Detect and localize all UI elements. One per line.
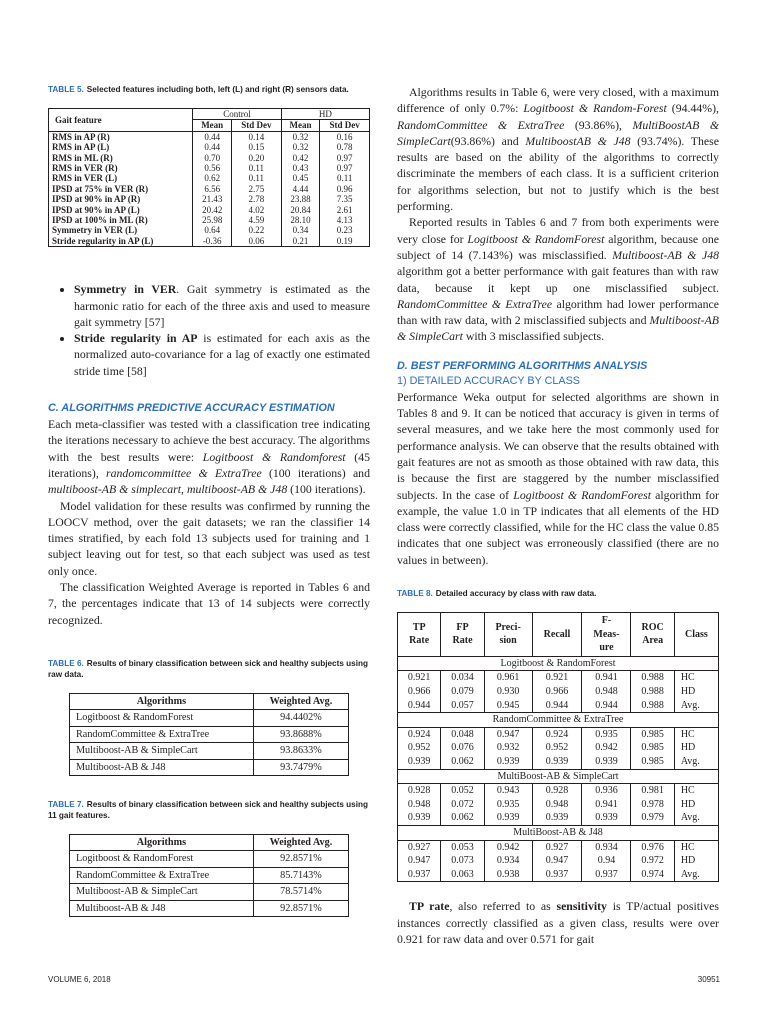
t5-value-cell: 0.22 — [232, 225, 282, 235]
table-row — [49, 215, 370, 225]
text-run: with 3 misclassified subjects. — [462, 329, 605, 344]
t8-value-cell: 0.961 — [484, 671, 532, 685]
t5-feature-cell: RMS in VER (R) — [52, 163, 118, 174]
t5-value-cell: 4.13 — [320, 215, 370, 225]
table-row — [49, 225, 370, 235]
table-row — [70, 900, 349, 916]
weighted-avg-cell: 93.7479% — [253, 759, 348, 775]
t5-subheader: Mean — [193, 120, 232, 131]
text-run: Each meta-classifier was tested with a classification tree indicating the iterations necessary to achieve the best accuracy. The algorithms with the best results were: — [48, 417, 370, 464]
t8-value-cell: 0.062 — [441, 811, 484, 825]
text-run: Algorithms results in Table 6, were very closed, with a maximum difference of only 0.7%: — [397, 85, 719, 116]
t5-header-hd: HD — [281, 109, 369, 120]
t5-value-cell: 0.11 — [232, 173, 282, 183]
text-run: is TP/actual positives instances correctly classified as a given class, results were over 0.921 for raw data and over 0.571 for gait — [397, 899, 719, 946]
t5-value-cell: 25.98 — [193, 215, 232, 225]
algorithm-cell: RandomCommittee & ExtraTree — [70, 867, 254, 883]
t8-value-cell: 0.979 — [631, 811, 674, 825]
table5 — [48, 108, 370, 247]
t8-value-cell: 0.952 — [532, 741, 582, 755]
section-c-p3: The classification Weighted Average is reported in Tables 6 and 7, the percentages indicate that 13 of 14 subjects were correctly recognized. — [48, 580, 370, 627]
table-row — [49, 163, 370, 173]
text-run: MultiboostAB & J48 — [525, 133, 631, 148]
text-run: (45 iterations), — [48, 449, 370, 480]
weighted-avg-cell: 92.8571% — [253, 851, 348, 867]
t8-header: F- Meas- ure — [582, 613, 631, 657]
table-row — [398, 784, 719, 798]
table5-caption — [48, 84, 370, 95]
t8-class-cell: HC — [674, 671, 718, 685]
t8-value-cell: 0.939 — [582, 811, 631, 825]
table-row — [398, 671, 719, 685]
t5-value-cell: 0.34 — [281, 225, 320, 235]
t8-value-cell: 0.921 — [407, 672, 431, 684]
t5-value-cell: 0.44 — [193, 131, 232, 142]
t8-value-cell: 0.936 — [582, 784, 631, 798]
t8-value-cell: 0.985 — [631, 727, 674, 741]
t8-value-cell: 0.947 — [484, 727, 532, 741]
t8-class-cell: HD — [674, 741, 718, 755]
text-run: algorithm got a better performance with gait features than with raw data, because it kept up one misclassified subject. — [397, 264, 719, 295]
t5-value-cell: 28.10 — [281, 215, 320, 225]
table6-caption — [48, 658, 370, 680]
section-c-p1 — [48, 416, 370, 497]
weighted-avg-cell: 85.7143% — [253, 867, 348, 883]
t5-value-cell: 0.43 — [281, 163, 320, 173]
table-row — [70, 851, 349, 867]
t8-value-cell: 0.966 — [407, 685, 431, 697]
t8-class-cell: Avg. — [674, 811, 718, 825]
table-row — [70, 759, 349, 775]
t8-value-cell: 0.079 — [441, 685, 484, 699]
t8-value-cell: 0.053 — [441, 840, 484, 854]
t5-value-cell: 0.32 — [281, 142, 320, 152]
t8-group-name: MultiBoost-AB & SimpleCart — [398, 769, 719, 784]
weighted-avg-cell: 92.8571% — [253, 900, 348, 916]
t5-value-cell: 6.56 — [193, 184, 232, 194]
t8-value-cell: 0.934 — [582, 840, 631, 854]
t5-value-cell: 0.97 — [320, 153, 370, 163]
table-row — [70, 726, 349, 742]
t8-value-cell: 0.939 — [484, 755, 532, 769]
text-run: algorithm had lower performance than with raw data, with 2 misclassified subjects and — [397, 296, 719, 328]
group-row — [398, 656, 719, 671]
t8-value-cell: 0.972 — [631, 854, 674, 868]
t5-subheader: Std Dev — [232, 120, 282, 131]
text-run: , also referred to as — [449, 899, 557, 914]
t5-value-cell: 0.15 — [232, 142, 282, 152]
right-p1 — [397, 84, 719, 214]
section-c-heading: C. ALGORITHMS PREDICTIVE ACCURACY ESTIMATION — [48, 402, 335, 415]
text-run: Logitboost & RandomForest — [467, 231, 605, 246]
t5-value-cell: 0.45 — [281, 173, 320, 183]
t8-value-cell: 0.944 — [532, 699, 582, 713]
right-p3 — [397, 389, 719, 568]
text-run: Logitboost & RandomForest — [513, 487, 651, 502]
t8-value-cell: 0.062 — [441, 755, 484, 769]
t8-value-cell: 0.076 — [441, 741, 484, 755]
t8-value-cell: 0.034 — [441, 671, 484, 685]
t5-value-cell: 2.75 — [232, 184, 282, 194]
text-run: Logitboost & Random-Forest — [523, 101, 667, 116]
text-run: (93.86%) and — [450, 133, 526, 148]
group-row — [398, 769, 719, 784]
t8-value-cell: 0.924 — [407, 728, 431, 740]
t8-value-cell: 0.939 — [532, 755, 582, 769]
table-row — [398, 685, 719, 699]
t8-class-cell: HD — [674, 854, 718, 868]
algorithm-cell: Multiboost-AB & SimpleCart — [70, 743, 254, 759]
t5-value-cell: 0.96 — [320, 184, 370, 194]
t8-header: FP Rate — [441, 613, 484, 657]
t5-value-cell: 0.20 — [232, 153, 282, 163]
table7-caption-text: Results of binary classification between sick and healthy subjects using 11 gait features. — [48, 799, 368, 820]
algorithm-cell: Logitboost & RandomForest — [70, 710, 254, 726]
t5-value-cell: 2.61 — [320, 205, 370, 215]
t5-value-cell: -0.36 — [193, 236, 232, 247]
t5-subheader: Std Dev — [320, 120, 370, 131]
text-run: algorithm for example, the value 1.0 in TP indicates that all elements of the HD class were correctly classified, while for the HC class the value 0.85 indicates that one subject was erroneously classified (there are no values in between). — [397, 487, 720, 567]
bullet-term: Symmetry in VER — [74, 282, 177, 297]
t8-value-cell: 0.932 — [484, 741, 532, 755]
t5-value-cell: 0.11 — [320, 173, 370, 183]
t8-value-cell: 0.948 — [582, 685, 631, 699]
t8-class-cell: HD — [674, 685, 718, 699]
t8-class-cell: Avg. — [674, 755, 718, 769]
text-run: (93.86%), — [564, 117, 633, 132]
t8-class-cell: HC — [674, 784, 718, 798]
algorithm-cell: Logitboost & RandomForest — [70, 851, 254, 867]
table5-caption-text: Selected features including both, left (L) and right (R) sensors data. — [86, 85, 349, 94]
t5-value-cell: 4.44 — [281, 184, 320, 194]
t5-feature-cell: RMS in AP (R) — [52, 131, 110, 142]
t8-value-cell: 0.988 — [631, 685, 674, 699]
t8-value-cell: 0.072 — [441, 798, 484, 812]
t8-value-cell: 0.988 — [631, 699, 674, 713]
t8-value-cell: 0.937 — [407, 868, 431, 880]
t5-value-cell: 21.43 — [193, 194, 232, 204]
table8-caption-text: Detailed accuracy by class with raw data. — [435, 589, 597, 599]
t5-feature-cell: RMS in VER (L) — [52, 173, 118, 184]
weighted-avg-cell: 78.5714% — [253, 884, 348, 900]
text-run: (94.44%), — [666, 101, 719, 116]
t8-value-cell: 0.948 — [532, 798, 582, 812]
text-run: sensitivity — [556, 899, 607, 914]
section-d-heading: D. BEST PERFORMING ALGORITHMS ANALYSIS — [397, 359, 648, 372]
t5-value-cell: 2.78 — [232, 194, 282, 204]
table-row — [70, 884, 349, 900]
table-row — [398, 811, 719, 825]
table-row — [49, 194, 370, 204]
algorithm-cell: Multiboost-AB & J48 — [70, 900, 254, 916]
t5-feature-cell: Symmetry in VER (L) — [52, 225, 138, 236]
t5-value-cell: 4.02 — [232, 205, 282, 215]
t8-header: ROC Area — [631, 613, 674, 657]
t8-value-cell: 0.966 — [532, 685, 582, 699]
table6-label: TABLE 6. — [48, 658, 84, 668]
algorithm-cell: Multiboost-AB & SimpleCart — [70, 884, 254, 900]
t8-value-cell: 0.928 — [407, 785, 431, 797]
table-row — [49, 131, 370, 142]
t5-value-cell: 0.64 — [193, 225, 232, 235]
list-item — [74, 281, 370, 330]
t8-class-cell: HD — [674, 798, 718, 812]
group-row — [398, 825, 719, 840]
weighted-avg-cell: 93.8633% — [253, 743, 348, 759]
t8-value-cell: 0.988 — [631, 671, 674, 685]
text-run: RandomCommittee & ExtraTree — [397, 296, 553, 311]
t8-value-cell: 0.947 — [407, 855, 431, 867]
t8-value-cell: 0.935 — [484, 798, 532, 812]
t5-value-cell: 0.16 — [320, 131, 370, 142]
t8-value-cell: 0.939 — [407, 755, 431, 767]
t8-value-cell: 0.934 — [484, 854, 532, 868]
text-run: Multiboost-AB & J48 — [612, 247, 719, 262]
bullet-text: is estimated for each axis as the normalized auto-covariance for a lag of exactly one estimated stride time [58] — [74, 331, 371, 378]
t5-value-cell: 0.62 — [193, 173, 232, 183]
algorithm-cell: Multiboost-AB & J48 — [70, 759, 254, 775]
t5-value-cell: 0.23 — [320, 225, 370, 235]
t5-value-cell: 0.44 — [193, 142, 232, 152]
right-p2 — [397, 214, 719, 344]
t7-header-weighted: Weighted Avg. — [253, 834, 348, 850]
t5-value-cell: 4.59 — [232, 215, 282, 225]
text-run: (100 iterations) and — [261, 465, 370, 480]
text-run: (100 iterations). — [287, 482, 366, 497]
table-row — [398, 798, 719, 812]
t5-value-cell: 0.42 — [281, 153, 320, 163]
t5-value-cell: 23.88 — [281, 194, 320, 204]
text-run: MultiBoostAB & SimpleCart — [397, 117, 720, 148]
t5-feature-cell: RMS in ML (R) — [52, 152, 113, 163]
table6-caption-text: Results of binary classification between sick and healthy subjects using raw data. — [48, 658, 368, 679]
bullet-term: Stride regularity in AP — [74, 331, 198, 346]
t8-value-cell: 0.94 — [582, 854, 631, 868]
t5-feature-cell: IPSD at 100% in ML (R) — [52, 215, 148, 226]
t8-value-cell: 0.941 — [582, 671, 631, 685]
table-row — [49, 184, 370, 194]
t5-value-cell: 0.70 — [193, 153, 232, 163]
table-row — [398, 755, 719, 769]
table-row — [70, 743, 349, 759]
t7-header-algorithms: Algorithms — [70, 834, 254, 850]
t8-value-cell: 0.921 — [532, 671, 582, 685]
table-row — [398, 840, 719, 854]
t5-value-cell: 0.97 — [320, 163, 370, 173]
footer-page-number: 30951 — [697, 975, 720, 984]
t8-class-cell: Avg. — [674, 868, 718, 882]
table-row — [49, 236, 370, 247]
text-run: algorithm, because one subject of 14 (7.143%) was misclassified. — [397, 231, 720, 262]
t8-value-cell: 0.943 — [484, 784, 532, 798]
right-column — [397, 84, 719, 947]
t5-value-cell: 0.11 — [232, 163, 282, 173]
t8-value-cell: 0.073 — [441, 854, 484, 868]
t8-value-cell: 0.938 — [484, 868, 532, 882]
t8-value-cell: 0.985 — [631, 741, 674, 755]
t5-value-cell: 0.78 — [320, 142, 370, 152]
t8-value-cell: 0.942 — [484, 840, 532, 854]
table-row — [49, 173, 370, 183]
text-run: , — [181, 482, 187, 497]
subsection-heading: 1) DETAILED ACCURACY BY CLASS — [397, 374, 581, 387]
left-column — [48, 84, 370, 917]
footer-volume: VOLUME 6, 2018 — [48, 975, 111, 984]
text-run: RandomCommittee & ExtraTree — [397, 117, 565, 132]
t8-class-cell: HC — [674, 727, 718, 741]
t5-value-cell: 0.06 — [232, 236, 282, 247]
t8-value-cell: 0.976 — [631, 840, 674, 854]
t5-feature-cell: IPSD at 90% in AP (L) — [52, 204, 140, 215]
t8-value-cell: 0.927 — [532, 840, 582, 854]
table-row — [398, 868, 719, 882]
algorithm-cell: RandomCommittee & ExtraTree — [70, 726, 254, 742]
t8-header: Preci- sion — [484, 613, 532, 657]
list-item — [74, 330, 370, 379]
table5-label: TABLE 5. — [48, 85, 84, 94]
table-row — [70, 710, 349, 726]
table-row — [398, 854, 719, 868]
text-run: Performance Weka output for selected algorithms are shown in Tables 8 and 9. It can be noticed that accuracy is given in terms of several measures, and we take here the most commonly used for performance analysis. We can observe that the results obtained with gait features are not as smooth as those obtained with raw data, this is because the first are staggered by the number misclassified subjects. In the case of — [397, 389, 719, 502]
t8-value-cell: 0.981 — [631, 784, 674, 798]
t6-header-weighted: Weighted Avg. — [253, 693, 348, 709]
t8-value-cell: 0.924 — [532, 727, 582, 741]
t8-group-name: RandomCommittee & ExtraTree — [398, 713, 719, 728]
t8-value-cell: 0.974 — [631, 868, 674, 882]
t8-value-cell: 0.930 — [484, 685, 532, 699]
table-row — [398, 699, 719, 713]
section-c-p2: Model validation for these results was confirmed by running the LOOCV method, over the gait datasets; we ran the classifier 14 times stratified, by each fold 13 subjects used for training and 1 subject leaving out for test, so that each subject was used as test only once. — [48, 498, 370, 578]
t8-value-cell: 0.952 — [407, 742, 431, 754]
text-run: (93.74%). These results are based on the ability of the algorithms to correctly discriminate the members of each class. It is a sufficient criterion for algorithms selection, but not to justify which is the best performing. — [397, 133, 719, 214]
t5-header-control: Control — [193, 109, 281, 120]
bullet-text: . Gait symmetry is estimated as the harmonic ratio for each of the three axis and used to measure gait symmetry [57] — [74, 282, 371, 329]
t8-value-cell: 0.939 — [484, 811, 532, 825]
text-run: Logitboost & Randomforest — [202, 449, 346, 464]
t8-value-cell: 0.937 — [532, 868, 582, 882]
table8 — [397, 612, 719, 882]
t5-subheader: Mean — [281, 120, 320, 131]
t8-value-cell: 0.063 — [441, 868, 484, 882]
table-row — [49, 205, 370, 215]
t8-value-cell: 0.937 — [582, 868, 631, 882]
right-p4 — [397, 898, 719, 947]
t5-value-cell: 7.35 — [320, 194, 370, 204]
table-row — [398, 727, 719, 741]
t8-value-cell: 0.948 — [407, 798, 431, 810]
group-row — [398, 713, 719, 728]
table7-label: TABLE 7. — [48, 799, 84, 809]
t8-value-cell: 0.048 — [441, 727, 484, 741]
t5-header-feature: Gait feature — [55, 114, 102, 125]
t8-value-cell: 0.939 — [532, 811, 582, 825]
weighted-avg-cell: 94.4402% — [253, 710, 348, 726]
table-row — [70, 867, 349, 883]
t8-header: Class — [674, 613, 718, 657]
weighted-avg-cell: 93.8688% — [253, 726, 348, 742]
t8-value-cell: 0.052 — [441, 784, 484, 798]
t5-feature-cell: Stride regularity in AP (L) — [52, 235, 154, 246]
t5-feature-cell: IPSD at 90% in AP (R) — [52, 194, 141, 205]
t5-value-cell: 0.21 — [281, 236, 320, 247]
t5-value-cell: 20.84 — [281, 205, 320, 215]
table-row — [49, 142, 370, 152]
t8-value-cell: 0.944 — [407, 699, 431, 711]
t8-value-cell: 0.978 — [631, 798, 674, 812]
table7-caption — [48, 799, 370, 821]
text-run: multiboost-AB & J48 — [186, 482, 288, 497]
table-row — [398, 741, 719, 755]
t5-value-cell: 20.42 — [193, 205, 232, 215]
t5-value-cell: 0.14 — [232, 131, 282, 142]
text-run: Multiboost-AB & SimpleCart — [397, 313, 719, 344]
text-run: randomcommittee & ExtraTree — [106, 465, 262, 480]
t5-value-cell: 0.56 — [193, 163, 232, 173]
t8-value-cell: 0.935 — [582, 727, 631, 741]
table6 — [69, 693, 349, 776]
t5-value-cell: 0.32 — [281, 131, 320, 142]
t8-value-cell: 0.944 — [582, 699, 631, 713]
t8-value-cell: 0.941 — [582, 798, 631, 812]
table8-caption — [397, 588, 719, 599]
t8-value-cell: 0.942 — [582, 741, 631, 755]
t8-class-cell: Avg. — [674, 699, 718, 713]
t5-feature-cell: RMS in AP (L) — [52, 142, 110, 153]
table7 — [69, 834, 349, 917]
t8-group-name: Logitboost & RandomForest — [398, 656, 719, 671]
bullet-list — [48, 281, 370, 379]
t8-value-cell: 0.927 — [407, 841, 431, 853]
t8-group-name: MultiBoost-AB & J48 — [398, 825, 719, 840]
t8-value-cell: 0.947 — [532, 854, 582, 868]
t8-value-cell: 0.985 — [631, 755, 674, 769]
t8-header: TP Rate — [409, 621, 430, 647]
t8-class-cell: HC — [674, 840, 718, 854]
t8-value-cell: 0.939 — [407, 812, 431, 824]
t8-value-cell: 0.939 — [582, 755, 631, 769]
text-run: Reported results in Tables 6 and 7 from both experiments were very close for — [397, 215, 719, 246]
text-run: TP rate — [409, 899, 450, 914]
text-run: multiboost-AB & simplecart — [48, 482, 182, 497]
t5-feature-cell: IPSD at 75% in VER (R) — [52, 183, 149, 194]
t8-value-cell: 0.945 — [484, 699, 532, 713]
t8-value-cell: 0.928 — [532, 784, 582, 798]
table8-label: TABLE 8. — [397, 589, 433, 599]
t6-header-algorithms: Algorithms — [70, 693, 254, 709]
table-row — [49, 153, 370, 163]
t5-value-cell: 0.19 — [320, 236, 370, 247]
t8-header: Recall — [532, 613, 582, 657]
t8-value-cell: 0.057 — [441, 699, 484, 713]
